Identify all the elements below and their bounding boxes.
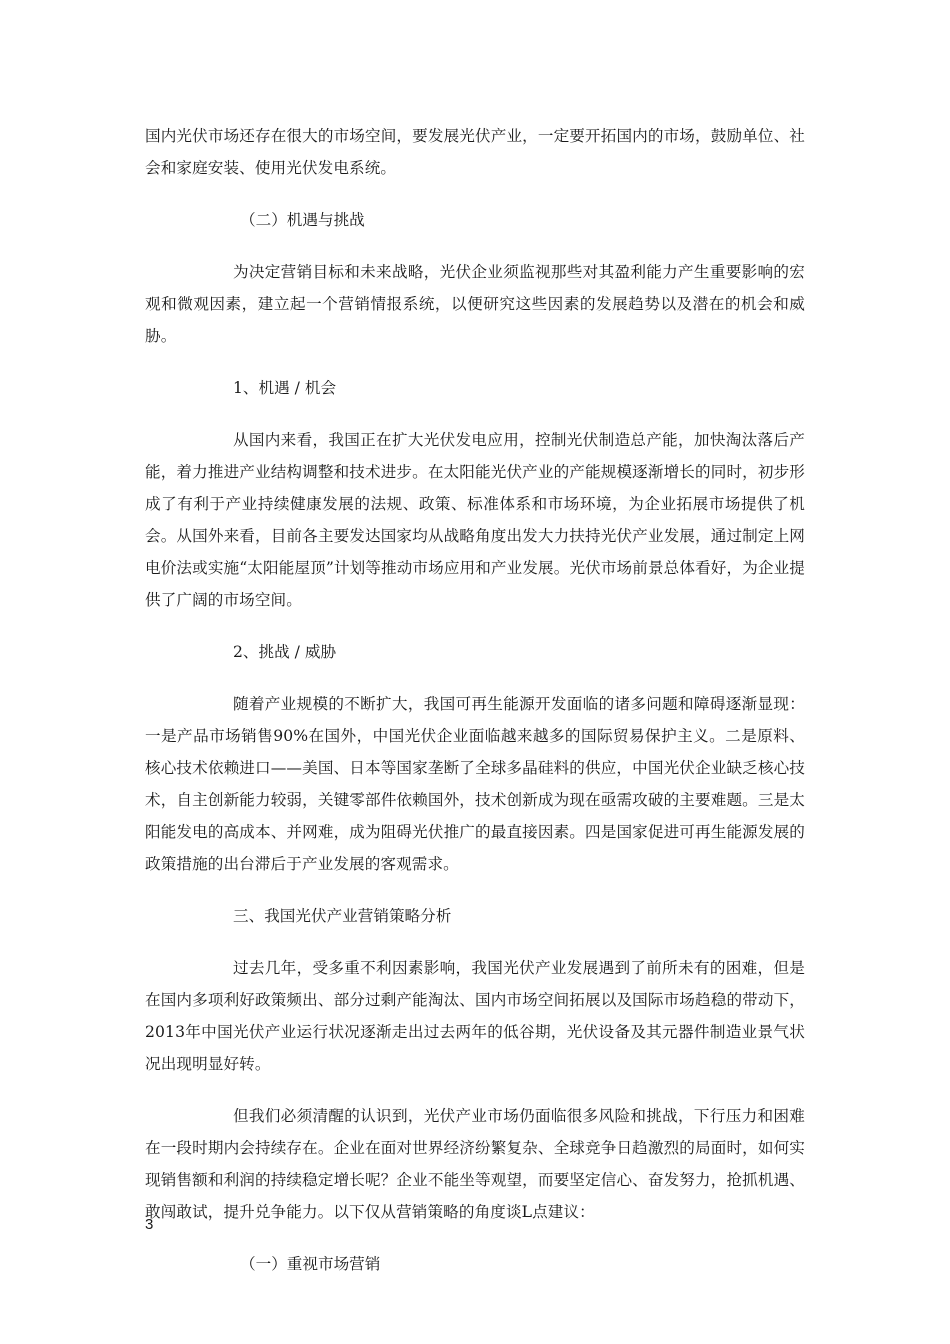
heading-marketing-focus: （一）重视市场营销 [240,1255,381,1273]
heading-opportunities-challenges: （二）机遇与挑战 [240,211,365,229]
paragraph-marketing-intelligence: 为决定营销目标和未来战略，光伏企业须监视那些对其盈利能力产生重要影响的宏观和微观因素，建立起一个营销情报系统，以便研究这些因素的发展趋势以及潜在的机会和威胁。 [145,263,805,345]
heading-challenges: 2、挑战 / 威胁 [233,643,337,661]
paragraph-risks: 但我们必须清醒的认识到，光伏产业市场仍面临很多风险和挑战，下行压力和困难在一段时期内会持续存在。企业在面对世界经济纷繁复杂、全球竞争日趋激烈的局面时，如何实现销售额和利润的持续稳定增长呢？企业不能坐等观望，而要坚定信心、奋发努力，抢抓机遇、敢闯敢试，提升兑争能力。以下仅从营销策略的角度谈L点建议： [145,1107,805,1221]
paragraph-domestic-market: 国内光伏市场还存在很大的市场空间，要发展光伏产业，一定要开拓国内的市场，鼓励单位、社会和家庭安装、使用光伏发电系统。 [145,127,805,177]
paragraph-challenges: 随着产业规模的不断扩大，我国可再生能源开发面临的诸多问题和障碍逐渐显现：一是产品市场销售90%在国外，中国光伏企业面临越来越多的国际贸易保护主义。二是原料、核心技术依赖进口——美国、日本等国家垄断了全球多晶硅料的供应，中国光伏企业缺乏核心技术，自主创新能力较弱，关键零部件依赖国外，技术创新成为现在亟需攻破的主要难题。三是太阳能发电的高成本、并网难，成为阻碍光伏推广的最直接因素。四是国家促进可再生能源发展的政策措施的出台滞后于产业发展的客观需求。 [145,695,805,873]
paragraph-past-years: 过去几年，受多重不利因素影响，我国光伏产业发展遇到了前所未有的困难，但是在国内多项利好政策频出、部分过剩产能淘汰、国内市场空间拓展以及国际市场趋稳的带动下，2013年中国光伏产业运行状况逐渐走出过去两年的低谷期，光伏设备及其元器件制造业景气状况出现明显好转。 [145,959,805,1073]
document-body [145,120,805,1300]
paragraph-opportunities: 从国内来看，我国正在扩大光伏发电应用，控制光伏制造总产能，加快淘汰落后产能，着力推进产业结构调整和技术进步。在太阳能光伏产业的产能规模逐渐增长的同时，初步形成了有利于产业持续健康发展的法规、政策、标准体系和市场环境，为企业拓展市场提供了机会。从国外来看，目前各主要发达国家均从战略角度出发大力扶持光伏产业发展，通过制定上网电价法或实施“太阳能屋顶”计划等推动市场应用和产业发展。光伏市场前景总体看好，为企业提供了广阔的市场空间。 [145,431,805,609]
heading-opportunities: 1、机遇 / 机会 [233,379,337,397]
page-number: 3 [145,1216,154,1233]
heading-strategy-analysis: 三、我国光伏产业营销策略分析 [233,907,452,925]
